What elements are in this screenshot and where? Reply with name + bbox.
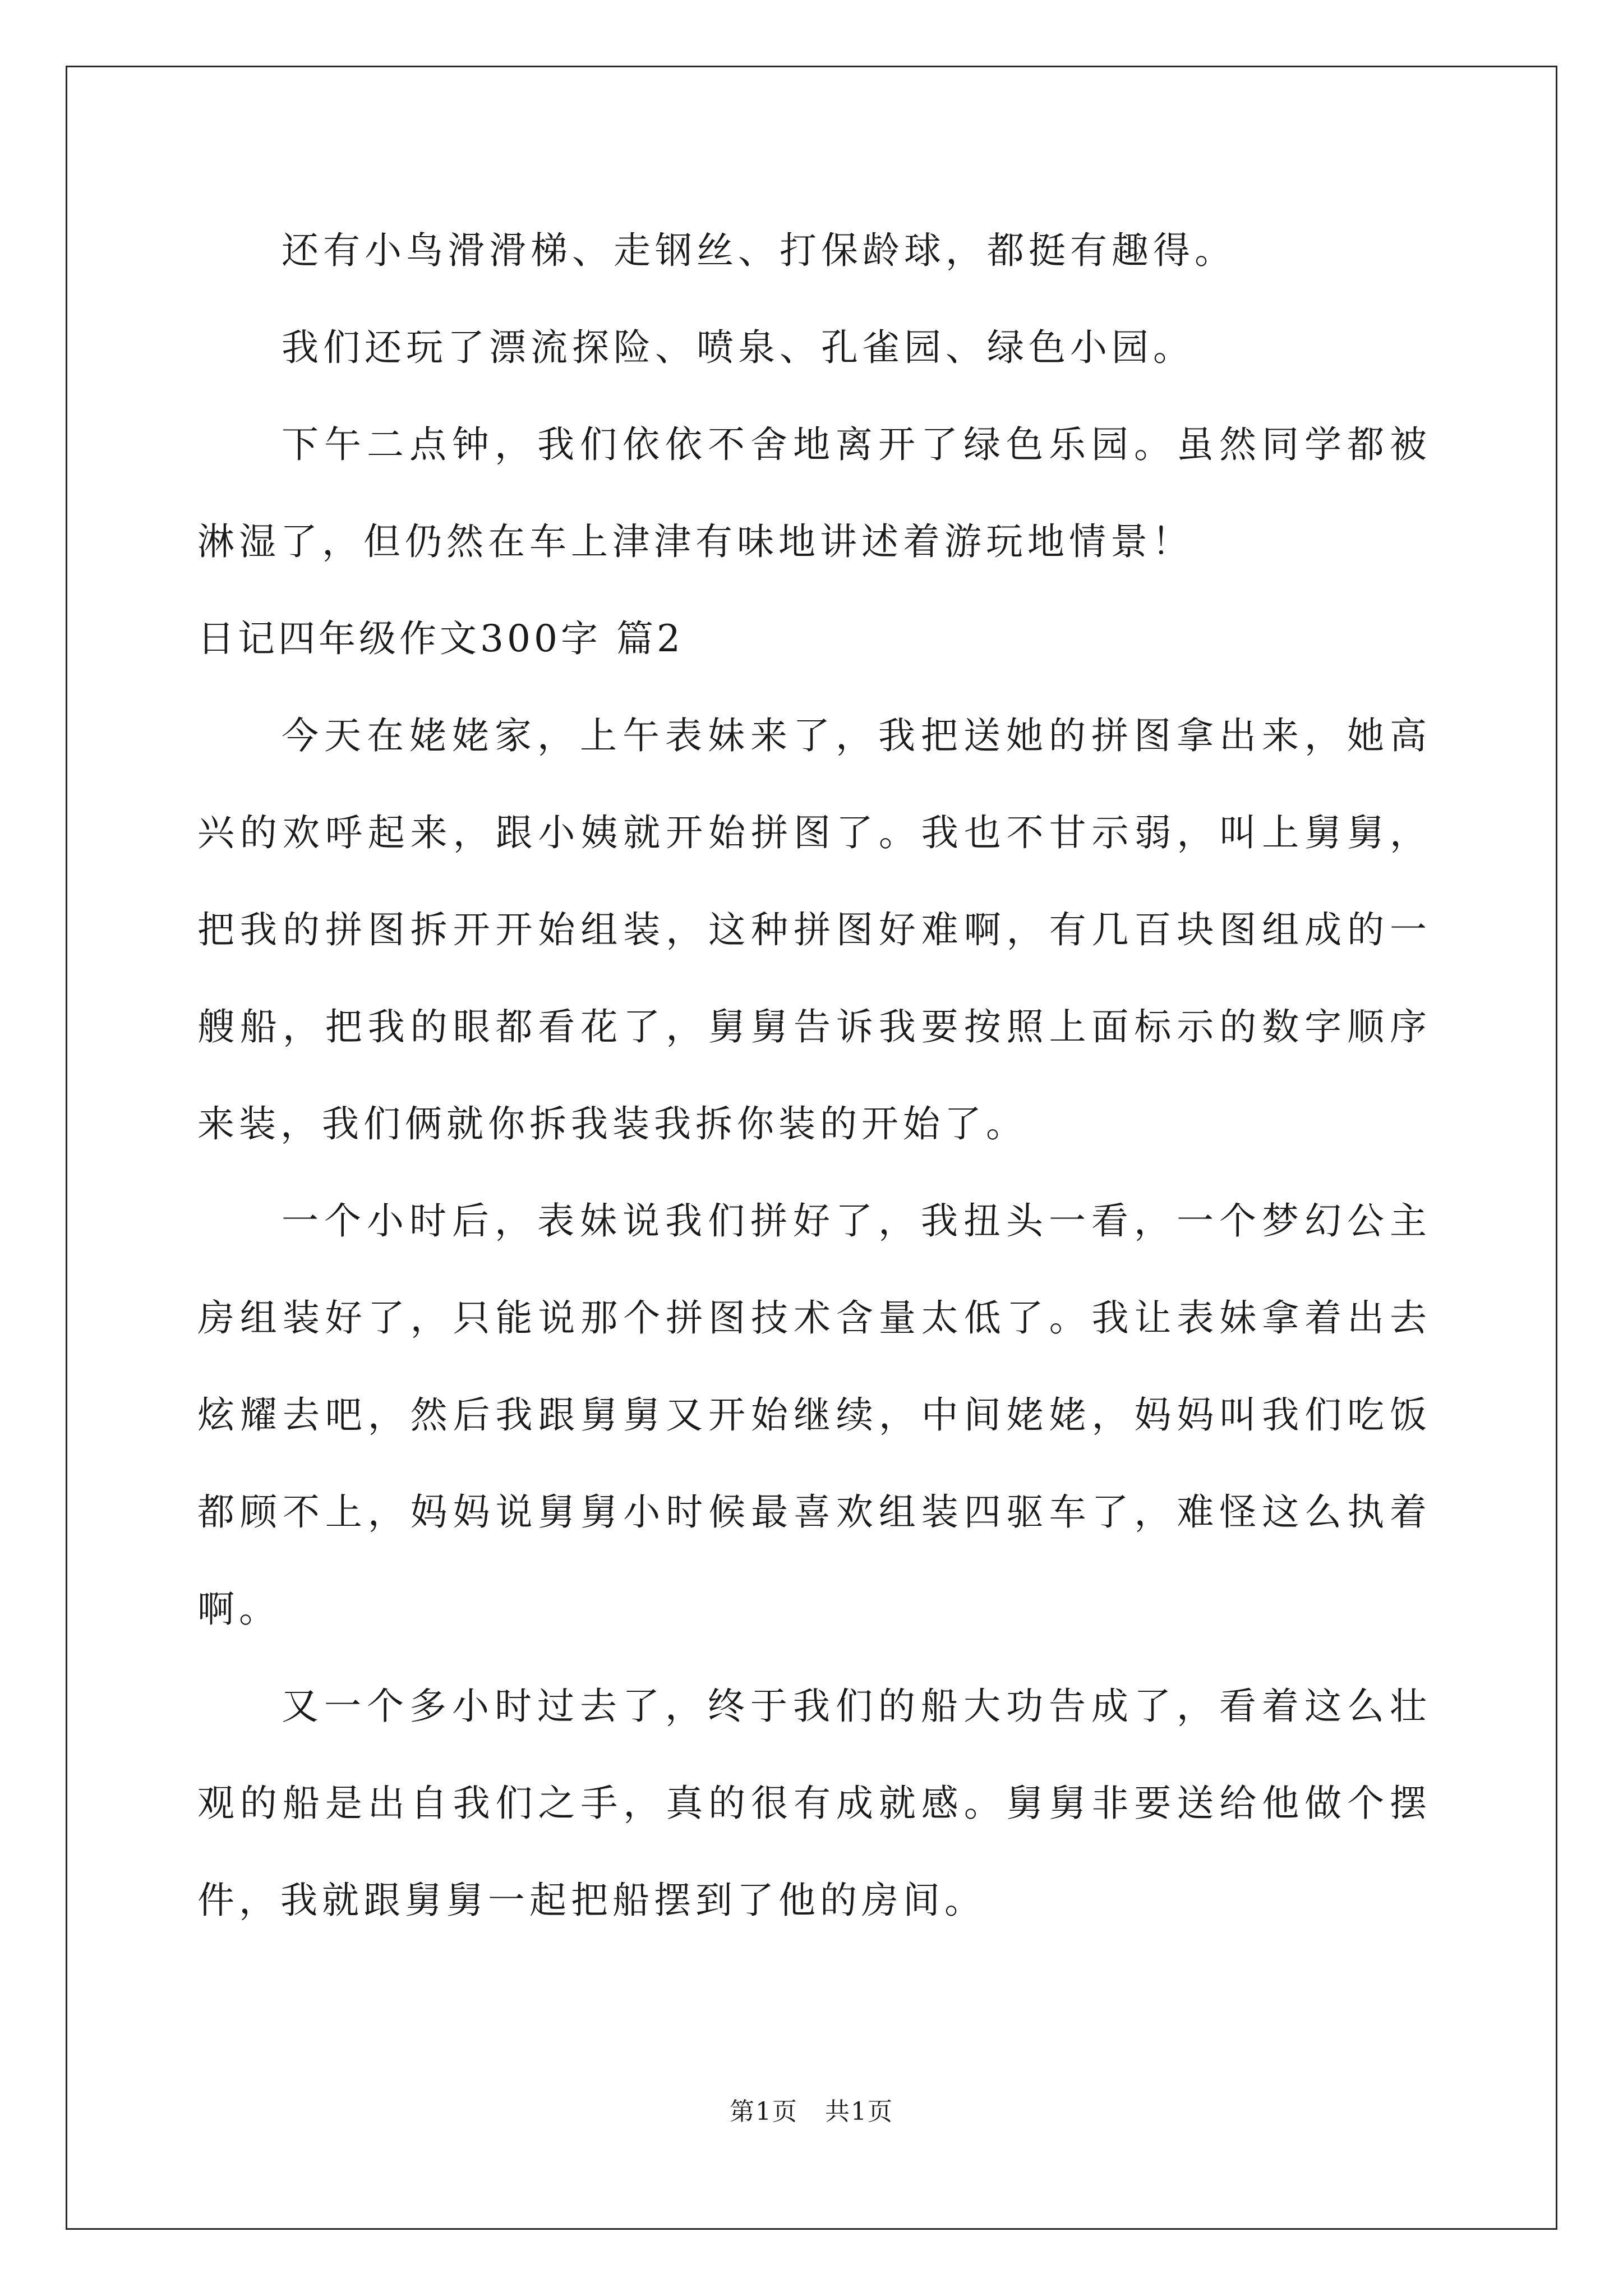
paragraph: 下午二点钟，我们依依不舍地离开了绿色乐园。虽然同学都被淋湿了，但仍然在车上津津有味地讲述着游玩地情景！ — [197, 423, 1431, 563]
page-total: 共1页 — [825, 2097, 893, 2126]
paragraph: 又一个多小时过去了，终于我们的船大功告成了，看着这么壮观的船是出自我们之手，真的很有成就感。舅舅非要送给他做个摆件，我就跟舅舅一起把船摆到了他的房间。 — [197, 1685, 1431, 1922]
paragraph: 还有小鸟滑滑梯、走钢丝、打保龄球，都挺有趣得。 — [282, 229, 1236, 272]
page-footer — [0, 2091, 1623, 2127]
paragraph: 今天在姥姥家，上午表妹来了，我把送她的拼图拿出来，她高兴的欢呼起来，跟小姨就开始拼图了。我也不甘示弱，叫上舅舅，把我的拼图拆开开始组装，这种拼图好难啊，有几百块图组成的一艘船，把我的眼都看花了，舅舅告诉我要按照上面标示的数字顺序来装，我们俩就你拆我装我拆你装的开始了。 — [197, 714, 1431, 1145]
paragraph: 我们还玩了漂流探险、喷泉、孔雀园、绿色小园。 — [282, 326, 1195, 369]
section-heading: 日记四年级作文300字 篇2 — [197, 617, 684, 660]
page-number: 第1页 — [730, 2097, 798, 2126]
paragraph: 一个小时后，表妹说我们拼好了，我扭头一看，一个梦幻公主房组装好了，只能说那个拼图技术含量太低了。我让表妹拿着出去炫耀去吧，然后我跟舅舅又开始继续，中间姥姥，妈妈叫我们吃饭都顾不上，妈妈说舅舅小时候最喜欢组装四驱车了，难怪这么执着啊。 — [197, 1199, 1431, 1631]
document-body — [197, 202, 1431, 1949]
